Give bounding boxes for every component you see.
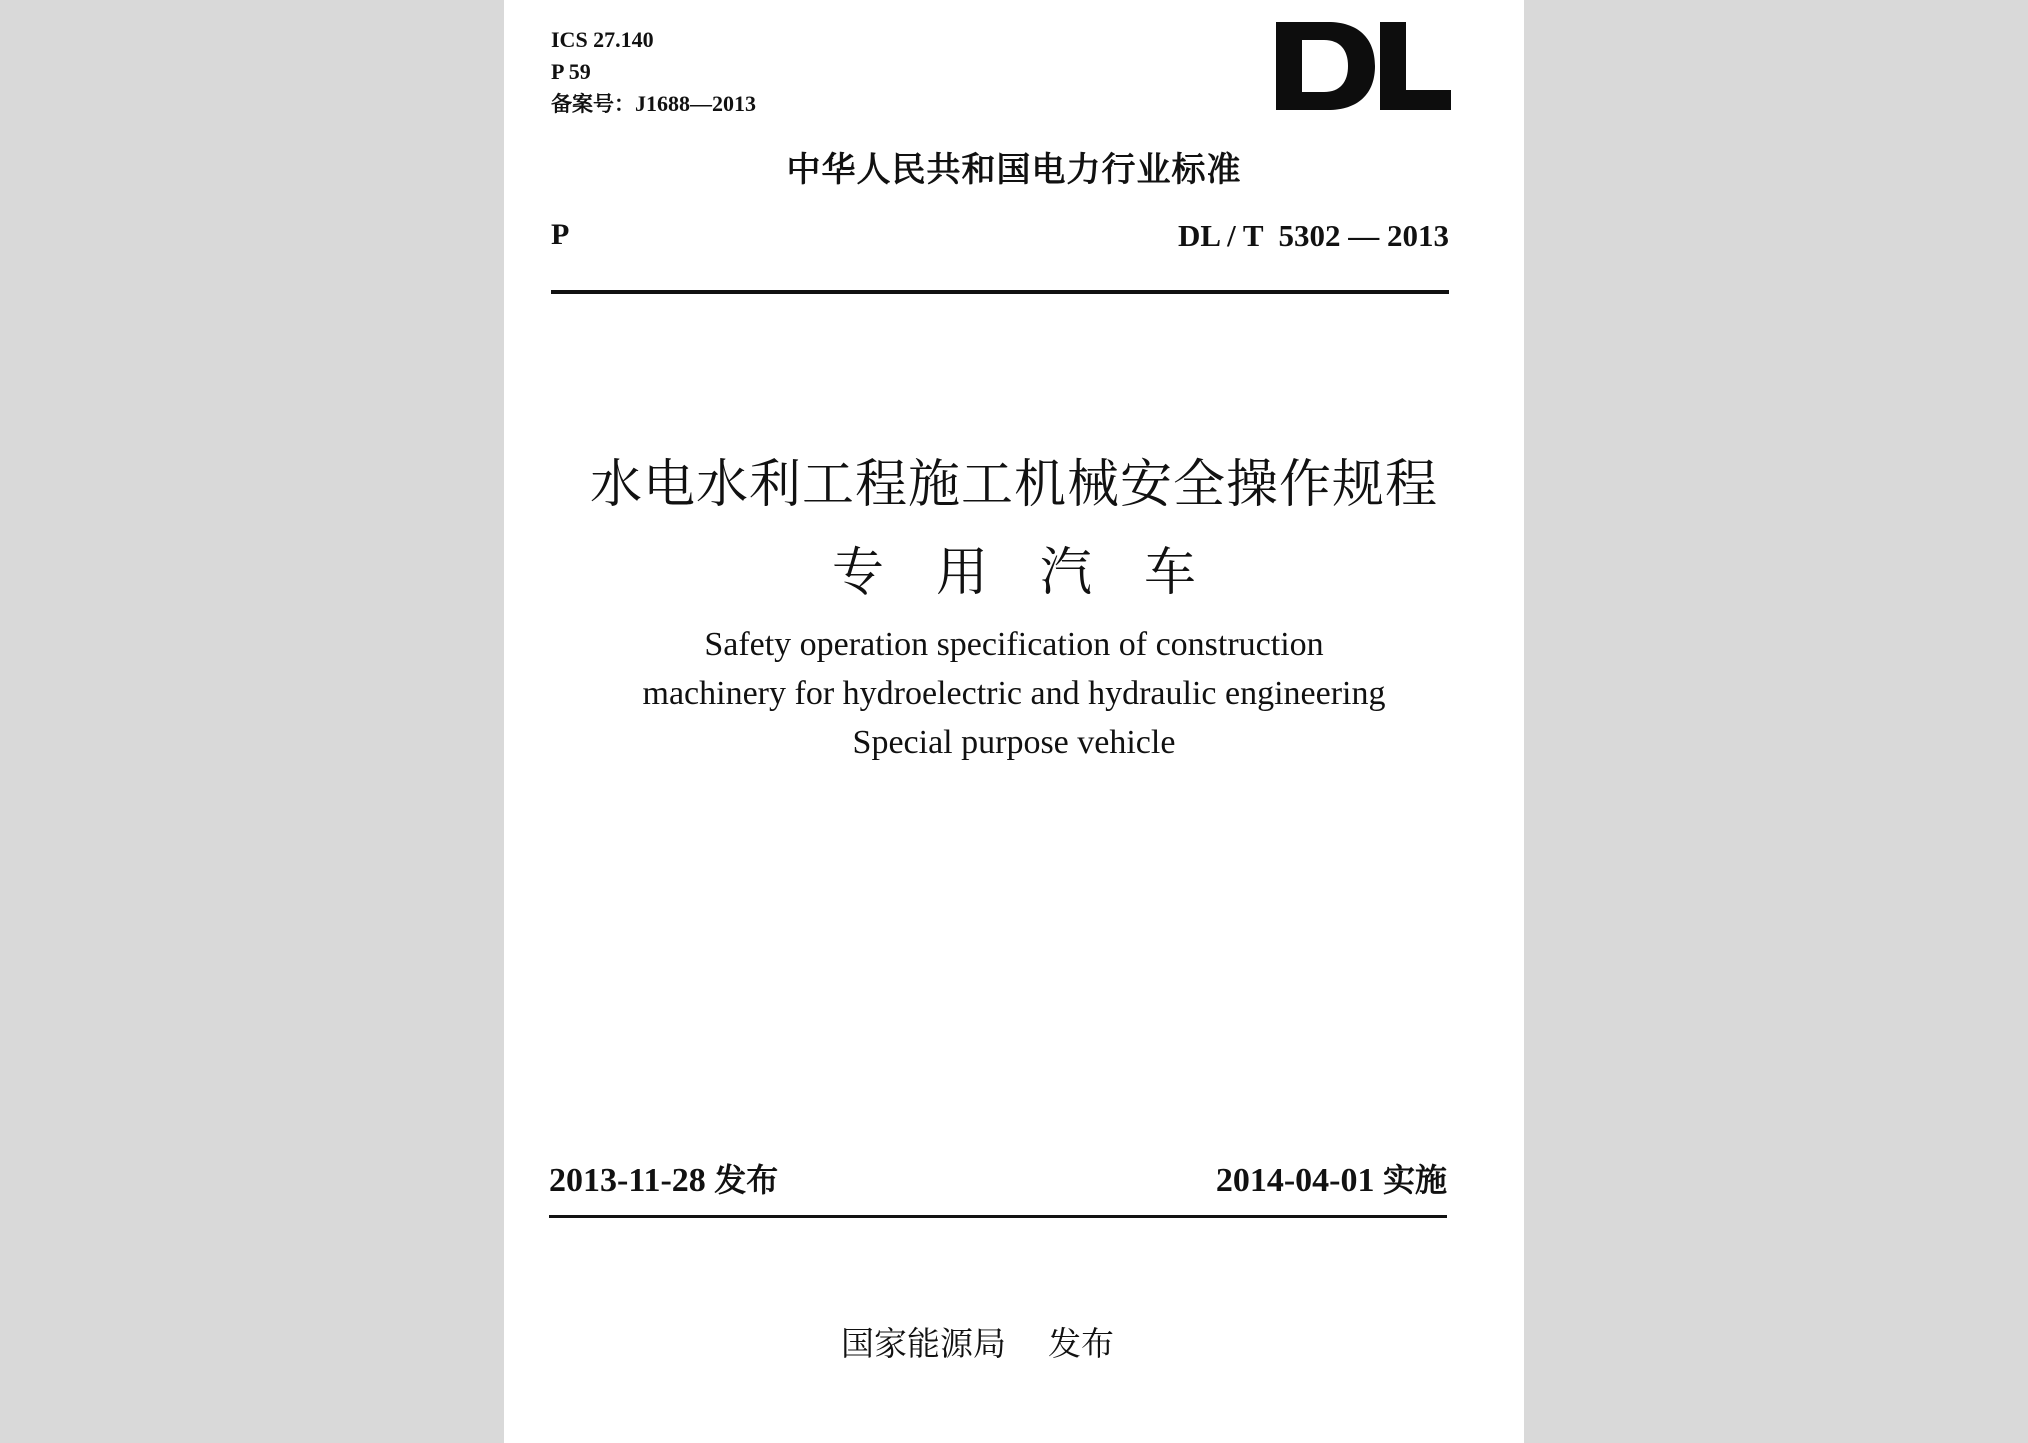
implementation-date-value: 2014-04-01	[1215, 1162, 1375, 1199]
issue-date-value: 2013-11-28	[549, 1162, 706, 1199]
standard-number: DL / T 5302 — 2013	[1177, 218, 1449, 253]
category-code: P 59	[551, 59, 591, 84]
class-letter: P	[551, 218, 570, 251]
title-english-line-3: Special purpose vehicle	[852, 724, 1176, 761]
filing-number	[551, 88, 756, 120]
dl-logo	[1276, 22, 1451, 110]
publisher-action: 发布	[1047, 1324, 1114, 1363]
title-chinese: 水电水利工程施工机械安全操作规程	[589, 457, 1438, 514]
publisher-name: 国家能源局	[841, 1324, 1006, 1363]
filing-label: 备案号：	[551, 92, 635, 116]
filing-value: J1688—2013	[635, 91, 756, 116]
implementation-date	[1216, 1155, 1447, 1201]
title-english-line-1: Safety operation specification of construction	[704, 626, 1324, 663]
issue-label: 发布	[714, 1161, 779, 1199]
issue-date	[549, 1155, 778, 1201]
top-rule	[551, 290, 1449, 294]
implementation-label: 实施	[1382, 1161, 1447, 1199]
standard-cover-page	[504, 0, 1524, 1443]
bottom-rule	[549, 1215, 1447, 1218]
title-english-line-2: machinery for hydroelectric and hydraulic engineering	[642, 675, 1386, 712]
ics-code: ICS 27.140	[551, 27, 654, 52]
industry-standard-heading: 中华人民共和国电力行业标准	[786, 150, 1242, 190]
publisher	[841, 1318, 1114, 1365]
subtitle-chinese: 专 用 汽 车	[831, 545, 1196, 602]
